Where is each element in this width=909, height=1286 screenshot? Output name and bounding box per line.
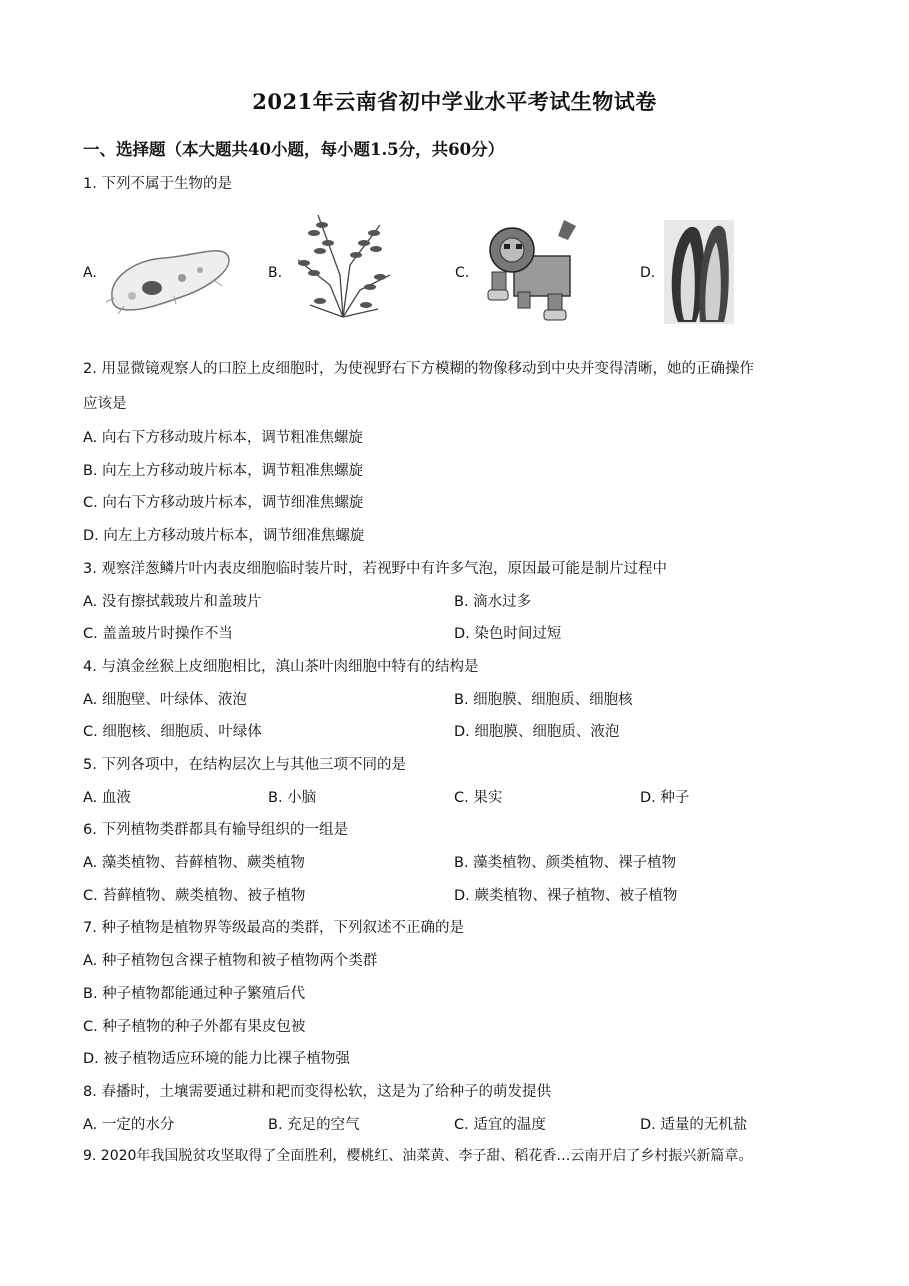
q2-option-a: A. 向右下方移动玻片标本，调节粗准焦螺旋 [83, 430, 363, 446]
q3-option-d: D. 染色时间过短 [454, 626, 562, 642]
q5-option-a: A. 血液 [83, 790, 131, 806]
q6-option-a: A. 藻类植物、苔藓植物、蕨类植物 [83, 855, 305, 871]
q5-option-d: D. 种子 [640, 790, 690, 806]
q1-option-a-label: A. [83, 265, 97, 281]
q2-stem-continued: 应该是 [83, 396, 127, 412]
q7-stem: 7. 种子植物是植物界等级最高的类群，下列叙述不正确的是 [83, 920, 464, 936]
q5-option-c: C. 果实 [454, 790, 503, 806]
q8-option-d: D. 适量的无机盐 [640, 1117, 748, 1133]
q2-option-d: D. 向左上方移动玻片标本，调节细准焦螺旋 [83, 528, 365, 544]
q2-stem: 2. 用显微镜观察人的口腔上皮细胞时，为使视野右下方模糊的物像移动到中央并变得清晰，她的正确操作 [83, 361, 754, 377]
exam-title: 2021年云南省初中学业水平考试生物试卷 [252, 89, 657, 114]
q3-option-b: B. 滴水过多 [454, 594, 532, 610]
q2-option-c: C. 向右下方移动玻片标本，调节细准焦螺旋 [83, 495, 364, 511]
q4-option-a: A. 细胞壁、叶绿体、液泡 [83, 692, 247, 708]
q6-option-c: C. 苔藓植物、蕨类植物、被子植物 [83, 888, 306, 904]
q1-option-d-label: D. [640, 265, 656, 281]
q8-option-b: B. 充足的空气 [268, 1117, 360, 1133]
q2-option-b: B. 向左上方移动玻片标本，调节粗准焦螺旋 [83, 463, 364, 479]
q4-option-b: B. 细胞膜、细胞质、细胞核 [454, 692, 633, 708]
q6-option-d: D. 蕨类植物、裸子植物、被子植物 [454, 888, 678, 904]
q5-option-b: B. 小脑 [268, 790, 317, 806]
q7-option-b: B. 种子植物都能通过种子繁殖后代 [83, 986, 306, 1002]
q8-option-a: A. 一定的水分 [83, 1117, 175, 1133]
q8-option-c: C. 适宜的温度 [454, 1117, 546, 1133]
section-heading: 一、选择题（本大题共40小题，每小题1.5分，共60分） [83, 140, 505, 159]
q9-stem: 9. 2020年我国脱贫攻坚取得了全面胜利，樱桃红、油菜黄、李子甜、稻花香…云南开启了乡村振兴新篇章。 [83, 1148, 753, 1164]
q4-option-c: C. 细胞核、细胞质、叶绿体 [83, 724, 262, 740]
q7-option-d: D. 被子植物适应环境的能力比裸子植物强 [83, 1051, 350, 1067]
robot-lion-icon [478, 214, 584, 324]
q3-option-a: A. 没有擦拭载玻片和盖玻片 [83, 594, 262, 610]
q6-stem: 6. 下列植物类群都具有输导组织的一组是 [83, 822, 348, 838]
q3-stem: 3. 观察洋葱鳞片叶内表皮细胞临时装片时，若视野中有许多气泡，原因最可能是制片过程中 [83, 561, 667, 577]
q7-option-c: C. 种子植物的种子外都有果皮包被 [83, 1019, 306, 1035]
q7-option-a: A. 种子植物包含裸子植物和被子植物两个类群 [83, 953, 378, 969]
q5-stem: 5. 下列各项中，在结构层次上与其他三项不同的是 [83, 757, 406, 773]
fern-plant-icon [290, 205, 396, 320]
q6-option-b: B. 藻类植物、颜类植物、裸子植物 [454, 855, 677, 871]
paramecium-icon [104, 238, 234, 318]
q1-option-c-label: C. [455, 265, 470, 281]
q8-stem: 8. 春播时，土壤需要通过耕和耙而变得松软，这是为了给种子的萌发提供 [83, 1084, 551, 1100]
q3-option-c: C. 盖盖玻片时操作不当 [83, 626, 233, 642]
penguins-icon [664, 220, 734, 324]
q1-option-b-label: B. [268, 265, 283, 281]
q4-option-d: D. 细胞膜、细胞质、液泡 [454, 724, 620, 740]
q1-stem: 1. 下列不属于生物的是 [83, 176, 232, 192]
q4-stem: 4. 与滇金丝猴上皮细胞相比，滇山茶叶肉细胞中特有的结构是 [83, 659, 479, 675]
